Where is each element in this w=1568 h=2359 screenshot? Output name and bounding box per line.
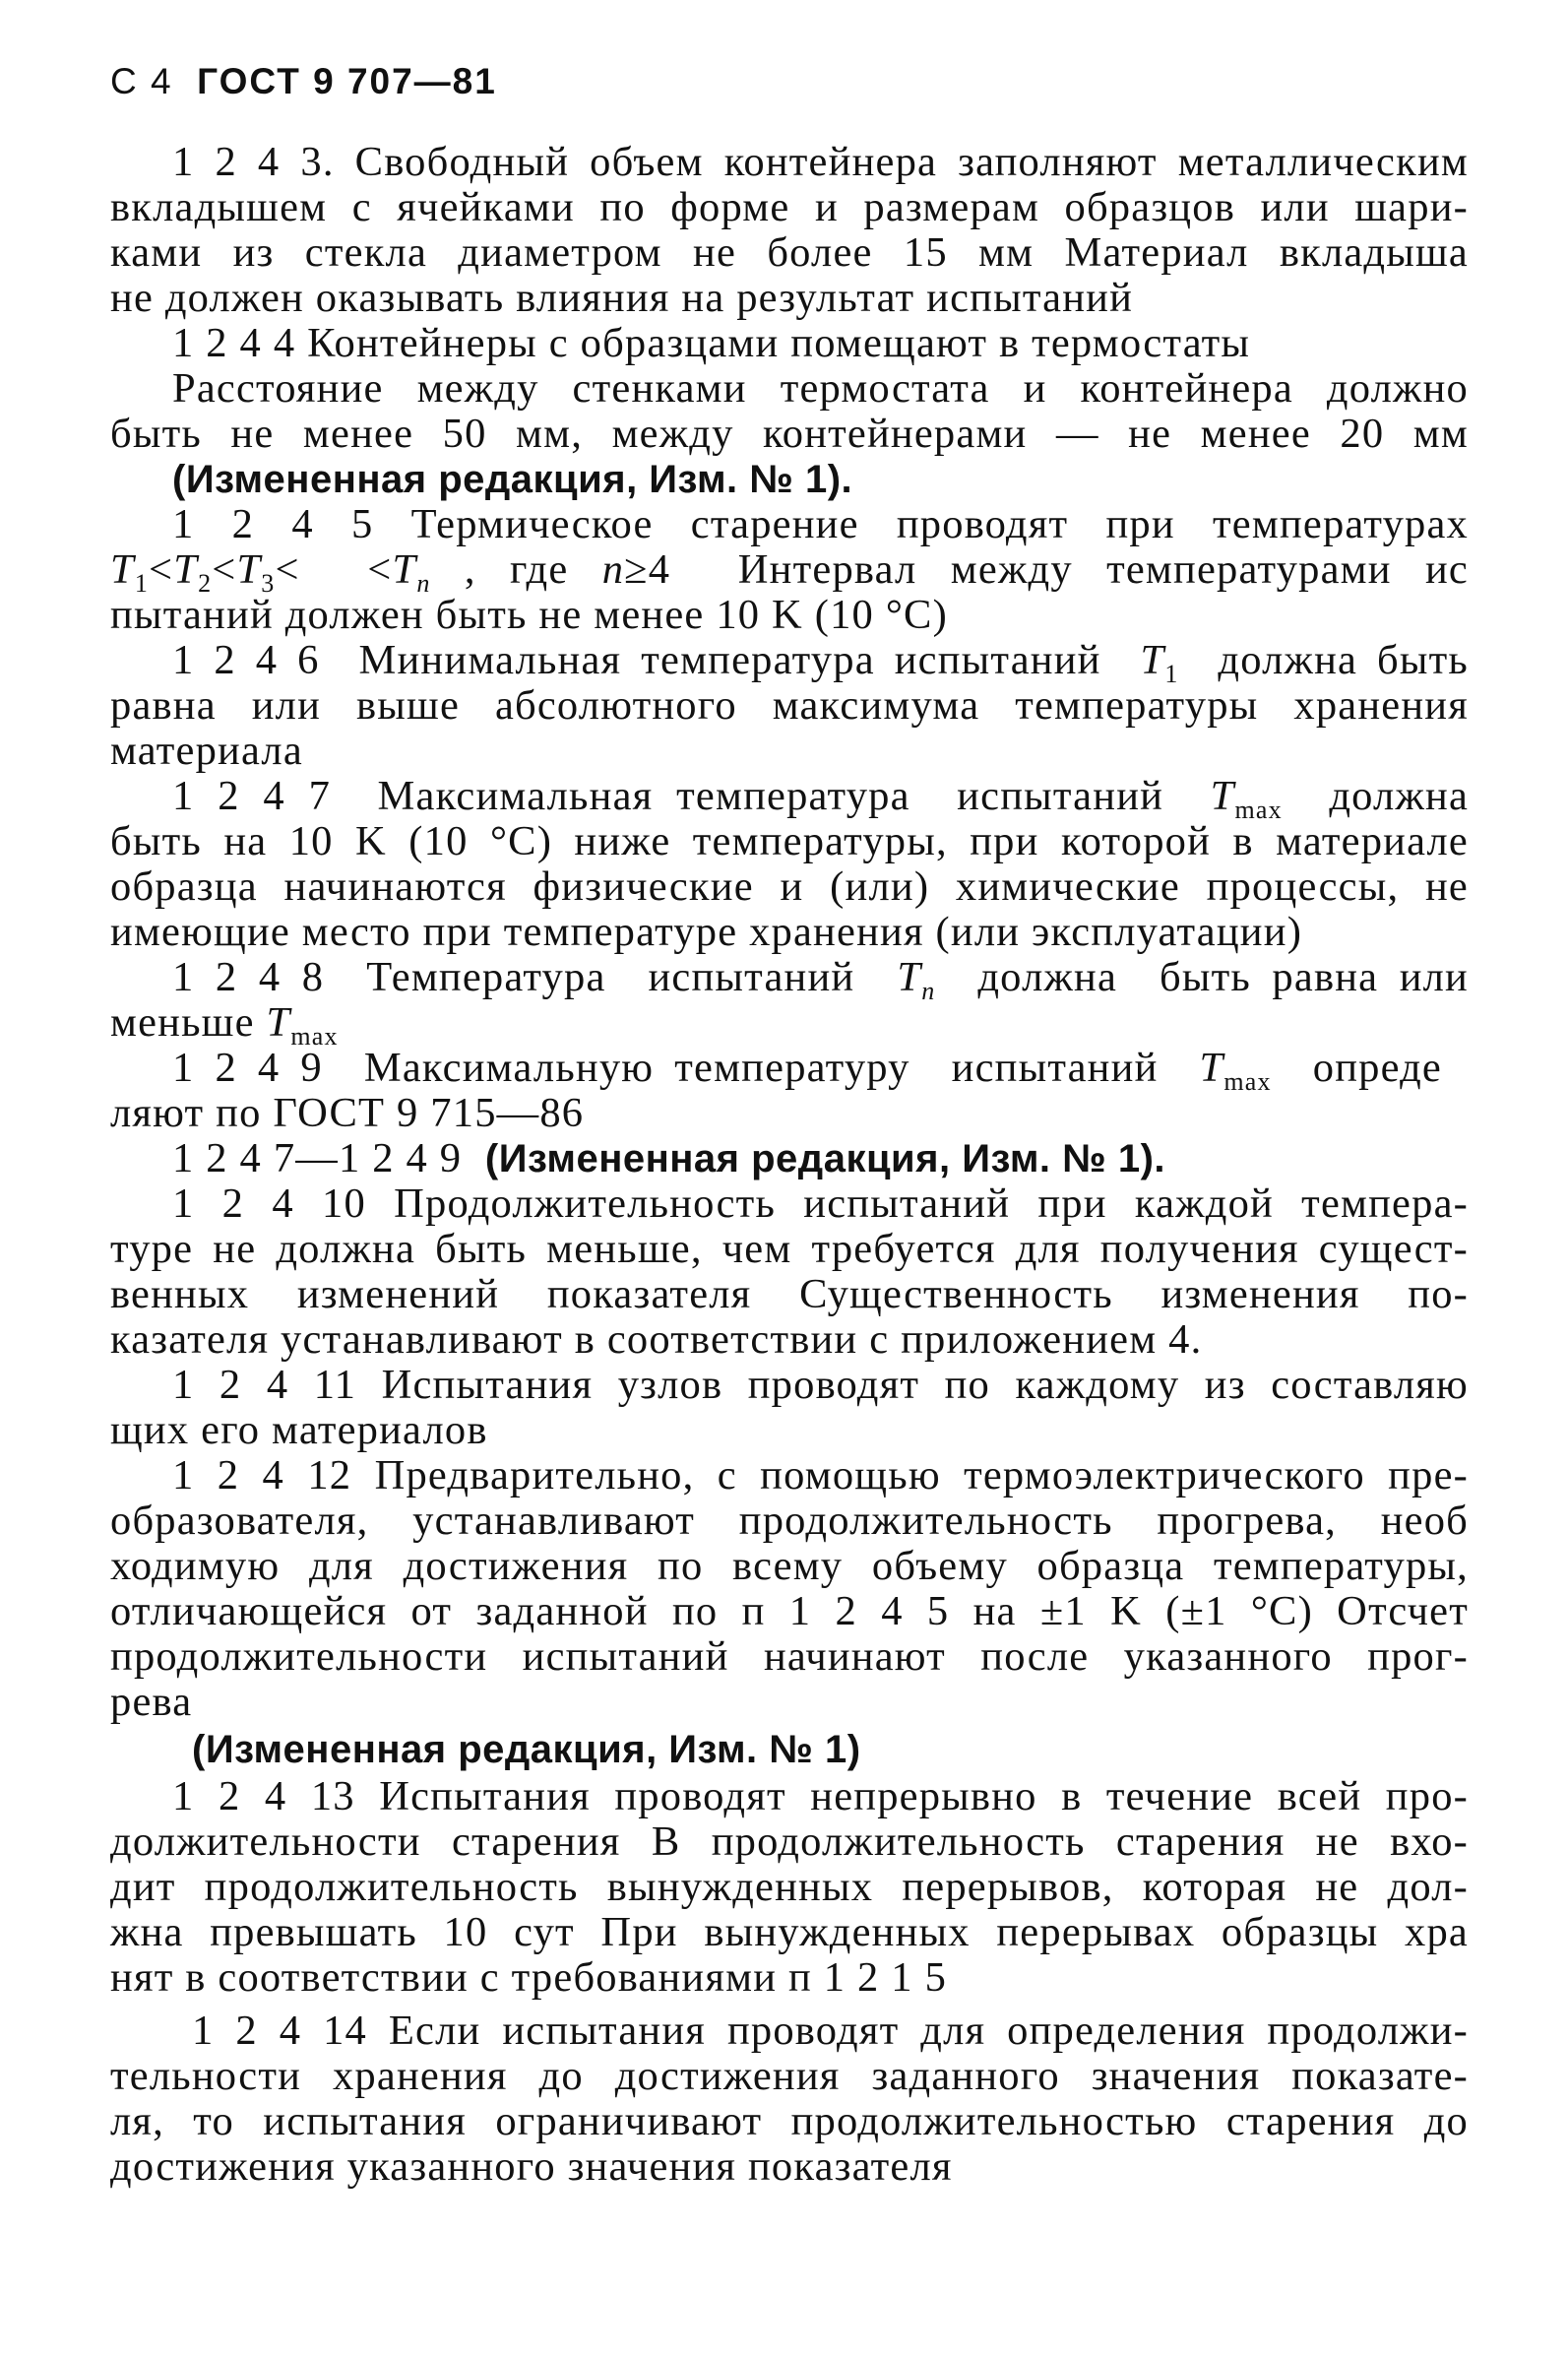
- text-line: должительности старения В продолжительность старения не вхо-: [110, 1818, 1469, 1865]
- text-line: щих его материалов: [110, 1407, 488, 1453]
- text-line: ходимую для достижения по всему объему образца температуры,: [110, 1543, 1469, 1589]
- text-line: туре не должна быть меньше, чем требуется для получения сущест-: [110, 1226, 1469, 1272]
- text-line: материала: [110, 728, 303, 774]
- text-line: быть не менее 50 мм, между контейнерами — не менее 20 мм: [110, 411, 1469, 457]
- amendment-note: (Измененная редакция, Изм. № 1).: [172, 458, 853, 501]
- text-line: образца начинаются физические и (или) химические процессы, не: [110, 863, 1469, 910]
- text-line: 1 2 4 10 Продолжительность испытаний при каждой темпера-: [172, 1180, 1469, 1227]
- page-number: С 4: [110, 61, 173, 101]
- text-line: жна превышать 10 сут При вынужденных перерывах образцы хра: [110, 1909, 1469, 1955]
- text-line: отличающейся от заданной по п 1 2 4 5 на ±1 K (±1 °C) Отсчет: [110, 1588, 1469, 1634]
- text-line: дит продолжительность вынужденных перерывов, которая не дол-: [110, 1864, 1469, 1910]
- text-line: 1 2 4 3. Свободный объем контейнера заполняют металлическим: [172, 139, 1469, 185]
- text-line-formula: меньше $T_{max}$: [110, 999, 339, 1051]
- text-line: Расстояние между стенками термостата и контейнера должно: [172, 365, 1469, 412]
- text-line: не должен оказывать влияния на результат испытаний: [110, 275, 1134, 321]
- text-line: рева: [110, 1679, 193, 1725]
- text-line-formula: 1 2 4 9 Максимальную температуру испытаний $T_{max}$ опреде: [172, 1045, 1442, 1096]
- text-line: 1 2 4 13 Испытания проводят непрерывно в течение всей про-: [172, 1773, 1469, 1819]
- text-line: продолжительности испытаний начинают после указанного прог-: [110, 1633, 1469, 1680]
- text-line: казателя устанавливают в соответствии с приложением 4.: [110, 1316, 1203, 1363]
- text-line-formula: 1 2 4 7 Максимальная температура испытаний $T_{max}$ должна: [172, 773, 1470, 824]
- text-line: быть на 10 K (10 °C) ниже температуры, при которой в материале: [110, 818, 1469, 864]
- text-line: образователя, устанавливают продолжительность прогрева, необ: [110, 1498, 1469, 1544]
- text-line: нят в соответствии с требованиями п 1 2 1 5: [110, 1954, 948, 2001]
- text-line-formula: $T_1<T_2<T_3< <T_n$ , где n≥4 Интервал между температурами ис: [110, 546, 1469, 598]
- text-line: достижения указанного значения показателя: [110, 2143, 953, 2190]
- amendment-note: 1 2 4 7—1 2 4 9 (Измененная редакция, Изм. № 1).: [172, 1135, 1166, 1181]
- text-line: ляют по ГОСТ 9 715—86: [110, 1090, 585, 1136]
- page-header: [110, 61, 497, 102]
- text-line: венных изменений показателя Существенность изменения по-: [110, 1271, 1469, 1317]
- text-line: 1 2 4 4 Контейнеры с образцами помещают в термостаты: [172, 320, 1251, 366]
- text-line-formula: 1 2 4 6 Минимальная температура испытаний $T_1$ должна быть: [172, 637, 1469, 688]
- text-line-formula: 1 2 4 8 Температура испытаний $T_n$ должна быть равна или: [172, 954, 1469, 1005]
- text-line: 1 2 4 14 Если испытания проводят для определения продолжи-: [192, 2008, 1469, 2054]
- text-line: равна или выше абсолютного максимума температуры хранения: [110, 682, 1469, 729]
- text-line: вкладышем с ячейками по форме и размерам образцов или шари-: [110, 184, 1469, 230]
- text-line: 1 2 4 12 Предварительно, с помощью термоэлектрического пре-: [172, 1452, 1469, 1498]
- amendment-note: (Измененная редакция, Изм. № 1): [192, 1728, 861, 1771]
- text-line: 1 2 4 11 Испытания узлов проводят по каждому из составляю: [172, 1362, 1469, 1408]
- standard-title: ГОСТ 9 707—81: [197, 61, 497, 101]
- text-line: ля, то испытания ограничивают продолжительностью старения до: [110, 2098, 1469, 2144]
- text-line: ками из стекла диаметром не более 15 мм Материал вкладыша: [110, 229, 1469, 276]
- text-line: тельности хранения до достижения заданного значения показате-: [110, 2053, 1469, 2099]
- text-line: 1 2 4 5 Термическое старение проводят при температурах: [172, 501, 1469, 547]
- text-line: пытаний должен быть не менее 10 K (10 °C): [110, 592, 948, 638]
- text-line: имеющие место при температуре хранения (или эксплуатации): [110, 909, 1303, 955]
